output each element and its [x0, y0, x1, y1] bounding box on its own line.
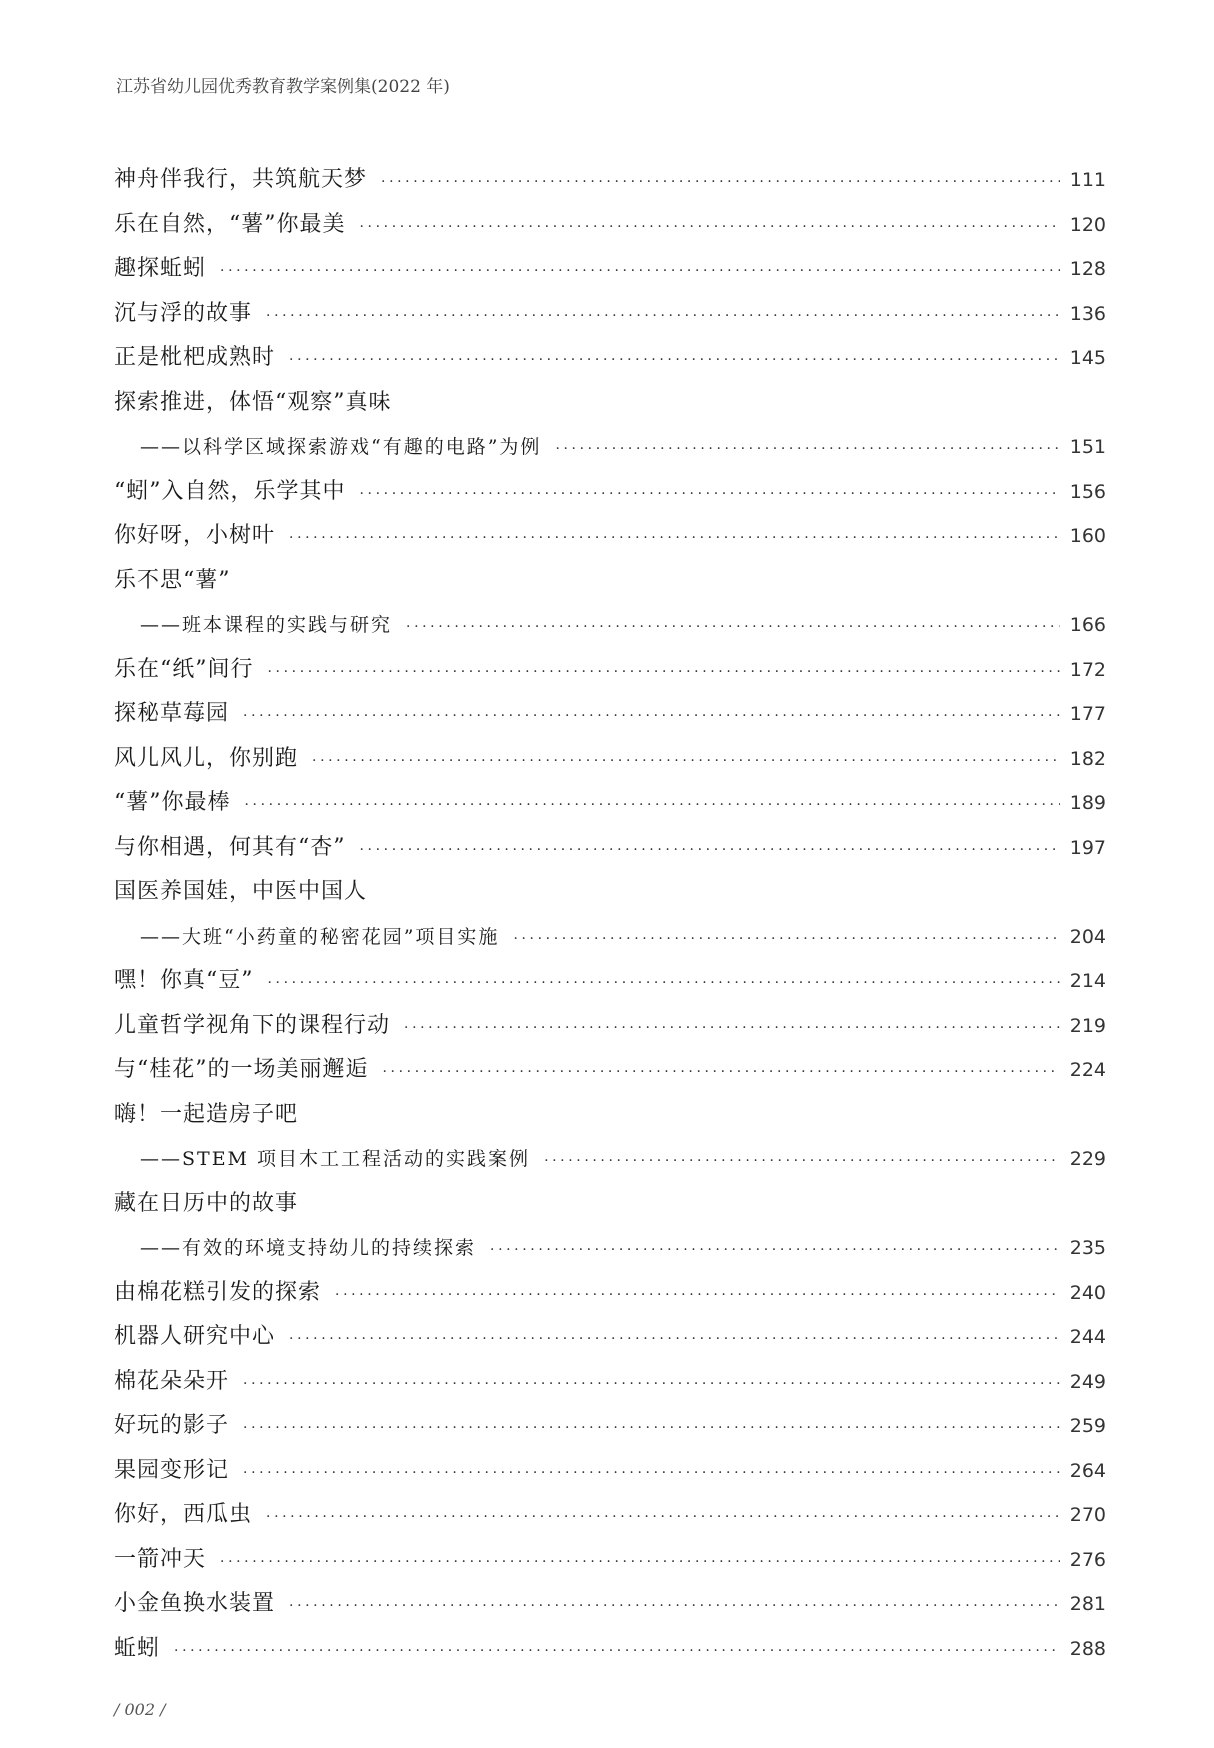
dot-leader [360, 472, 1060, 517]
toc-entry[interactable] [114, 737, 1106, 782]
toc-entry[interactable] [114, 292, 1106, 337]
toc-entry-page-number: 166 [1069, 614, 1106, 636]
dot-leader [490, 1228, 1060, 1273]
toc-entry-title: “蚓”入自然，乐学其中 [114, 478, 346, 504]
toc-entry[interactable] [114, 1404, 1106, 1449]
toc-entry-title: 藏在日历中的故事 [114, 1190, 299, 1216]
toc-entry-subtitle: ——以科学区域探索游戏“有趣的电路”为例 [140, 436, 542, 458]
toc-entry[interactable] [114, 1582, 1106, 1627]
toc-entry[interactable] [114, 559, 1106, 604]
dot-leader [544, 1139, 1060, 1184]
toc-entry-page-number: 204 [1069, 925, 1106, 948]
toc-entry[interactable] [114, 692, 1106, 737]
toc-entry-title: 风儿风儿，你别跑 [114, 745, 299, 771]
toc-entry-page-number: 288 [1069, 1637, 1106, 1660]
toc-entry-page-number: 259 [1069, 1415, 1106, 1437]
toc-entry-title: 蚯蚓 [114, 1635, 161, 1661]
dot-leader [243, 1451, 1060, 1496]
toc-entry-page-number: 197 [1069, 836, 1106, 859]
toc-entry[interactable] [114, 1449, 1106, 1494]
dot-leader [245, 783, 1060, 828]
toc-entry[interactable] [114, 203, 1106, 248]
dot-leader [289, 1317, 1060, 1362]
toc-entry-page-number: 240 [1069, 1281, 1106, 1304]
toc-entry-title: 你好呀，小树叶 [114, 523, 276, 548]
toc-entry-page-number: 136 [1069, 302, 1106, 325]
toc-entry-page-number: 182 [1069, 747, 1106, 770]
toc-entry-page-number: 160 [1069, 525, 1106, 547]
toc-entry-page-number: 219 [1069, 1014, 1106, 1037]
toc-entry-page-number: 264 [1069, 1459, 1106, 1482]
toc-entry-page-number: 249 [1069, 1370, 1106, 1393]
dot-leader [268, 650, 1060, 695]
toc-entry-page-number: 229 [1069, 1148, 1106, 1170]
toc-entry-title: 儿童哲学视角下的课程行动 [114, 1012, 391, 1038]
dot-leader [266, 294, 1060, 339]
dot-leader [243, 1362, 1060, 1407]
toc-entry-title: 乐在“纸”间行 [114, 656, 254, 682]
toc-entry-title: 嘿！你真“豆” [114, 968, 254, 993]
toc-entry-title: 神舟伴我行，共筑航天梦 [114, 167, 368, 192]
toc-entry-page-number: 177 [1069, 703, 1106, 725]
toc-entry[interactable] [114, 158, 1106, 203]
toc-entry-title: 乐在自然，“薯”你最美 [114, 211, 346, 237]
dot-leader [404, 1006, 1060, 1051]
toc-entry[interactable] [114, 470, 1106, 515]
toc-entry[interactable] [114, 514, 1106, 559]
toc-entry-title: 正是枇杷成熟时 [114, 345, 276, 370]
toc-entry-title: 你好，西瓜虫 [114, 1502, 253, 1527]
dot-leader [381, 160, 1060, 205]
toc-entry-page-number: 145 [1069, 347, 1106, 369]
toc-entry[interactable] [114, 1627, 1106, 1672]
toc-entry-page-number: 172 [1069, 658, 1106, 681]
dot-leader [312, 739, 1060, 784]
toc-entry-title: 趣探蚯蚓 [114, 256, 207, 281]
toc-entry[interactable] [114, 1271, 1106, 1316]
page-number: / 002 / [114, 1700, 166, 1719]
dot-leader [266, 1495, 1060, 1540]
toc-entry-title: 沉与浮的故事 [114, 300, 253, 326]
toc-entry-subtitle: ——有效的环境支持幼儿的持续探索 [140, 1237, 477, 1259]
toc-entry[interactable] [114, 1093, 1106, 1138]
toc-entry-title: 好玩的影子 [114, 1413, 230, 1438]
toc-entry[interactable] [114, 915, 1106, 960]
toc-entry-title: 嗨！一起造房子吧 [114, 1101, 299, 1127]
toc-entry[interactable] [114, 381, 1106, 426]
toc-entry-subtitle: ——班本课程的实践与研究 [140, 614, 393, 636]
toc-entry-title: 果园变形记 [114, 1457, 230, 1483]
toc-entry-page-number: 120 [1069, 213, 1106, 236]
toc-entry[interactable] [114, 1048, 1106, 1093]
toc-entry-title: 乐不思“薯” [114, 567, 231, 593]
toc-entry[interactable] [114, 1493, 1106, 1538]
toc-entry-title: 棉花朵朵开 [114, 1368, 230, 1394]
toc-entry[interactable] [114, 336, 1106, 381]
dot-leader [289, 338, 1060, 383]
toc-entry-page-number: 156 [1069, 480, 1106, 503]
dot-leader [268, 961, 1060, 1006]
toc-entry[interactable] [114, 247, 1106, 292]
toc-entry[interactable] [114, 959, 1106, 1004]
toc-entry[interactable] [114, 425, 1106, 470]
toc-entry[interactable] [114, 870, 1106, 915]
toc-entry-page-number: 151 [1069, 436, 1106, 458]
toc-entry[interactable] [114, 781, 1106, 826]
toc-entry-title: 与“桂花”的一场美丽邂逅 [114, 1057, 369, 1082]
toc-entry-page-number: 224 [1069, 1059, 1106, 1081]
toc-entry[interactable] [114, 1137, 1106, 1182]
toc-entry-page-number: 214 [1069, 970, 1106, 992]
dot-leader [220, 1540, 1060, 1585]
running-header: 江苏省幼儿园优秀教育教学案例集(2022 年) [116, 77, 450, 97]
dot-leader [360, 828, 1060, 873]
dot-leader [555, 427, 1059, 472]
toc-entry-page-number: 189 [1069, 792, 1106, 814]
toc-entry-page-number: 235 [1069, 1237, 1106, 1259]
toc-entry[interactable] [114, 1004, 1106, 1049]
toc-entry[interactable] [114, 648, 1106, 693]
table-of-contents [114, 158, 1106, 1671]
toc-entry[interactable] [114, 1315, 1106, 1360]
toc-entry-page-number: 244 [1069, 1326, 1106, 1348]
dot-leader [513, 917, 1059, 962]
dot-leader [406, 605, 1060, 650]
dot-leader [383, 1050, 1060, 1095]
toc-entry-subtitle: ——大班“小药童的秘密花园”项目实施 [140, 925, 500, 948]
toc-entry[interactable] [114, 1226, 1106, 1271]
toc-entry-title: 小金鱼换水装置 [114, 1591, 276, 1616]
dot-leader [243, 694, 1060, 739]
toc-entry-title: 与你相遇，何其有“杏” [114, 834, 346, 860]
toc-entry-title: 探索推进，体悟“观察”真味 [114, 389, 392, 415]
toc-entry-title: 由棉花糕引发的探索 [114, 1279, 322, 1305]
toc-entry[interactable] [114, 1538, 1106, 1583]
toc-entry[interactable] [114, 826, 1106, 871]
toc-entry[interactable] [114, 603, 1106, 648]
toc-entry-page-number: 270 [1069, 1504, 1106, 1526]
dot-leader [220, 249, 1060, 294]
toc-entry-page-number: 128 [1069, 258, 1106, 280]
dot-leader [289, 1584, 1060, 1629]
toc-entry-title: 国医养国娃，中医中国人 [114, 879, 368, 904]
dot-leader [174, 1629, 1060, 1674]
toc-entry-title: 一箭冲天 [114, 1546, 207, 1572]
dot-leader [289, 516, 1060, 561]
toc-entry[interactable] [114, 1360, 1106, 1405]
toc-entry-title: 探秘草莓园 [114, 701, 230, 726]
toc-entry-title: “薯”你最棒 [114, 790, 231, 815]
dot-leader [360, 205, 1060, 250]
toc-entry-page-number: 281 [1069, 1593, 1106, 1615]
dot-leader [243, 1406, 1060, 1451]
toc-entry[interactable] [114, 1182, 1106, 1227]
dot-leader [335, 1273, 1060, 1318]
toc-entry-title: 机器人研究中心 [114, 1324, 276, 1349]
toc-entry-subtitle: ——STEM 项目木工工程活动的实践案例 [140, 1148, 531, 1170]
toc-entry-page-number: 111 [1069, 169, 1106, 191]
toc-entry-page-number: 276 [1069, 1548, 1106, 1571]
